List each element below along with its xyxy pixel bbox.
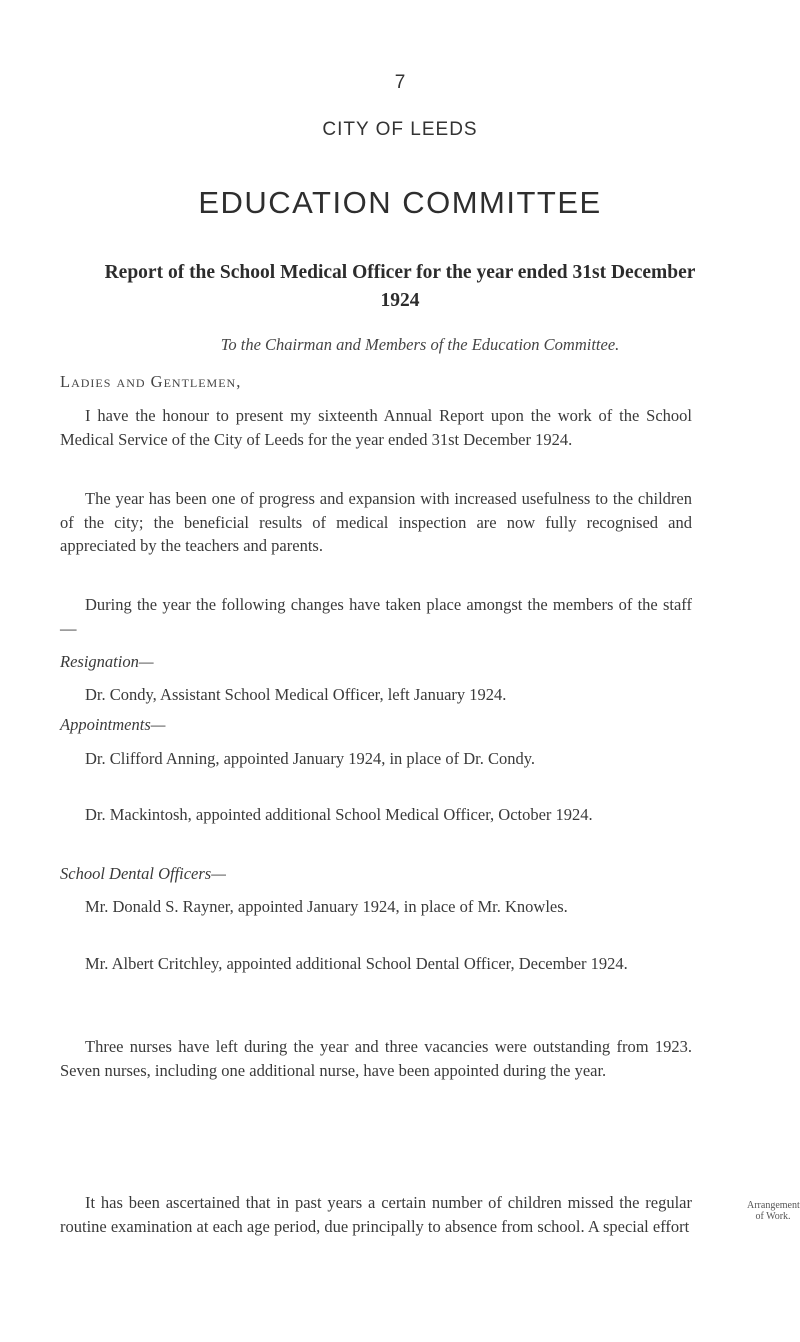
- dental-entry-critchley: Mr. Albert Critchley, appointed additional School Dental Officer, December 1924.: [85, 954, 628, 973]
- salutation: Ladies and Gentlemen,: [60, 372, 242, 391]
- progress-paragraph: The year has been one of progress and expansion with increased usefulness to the children of the city; the beneficial results of medical inspection are now fully recognised and appreciated by the teachers and parents.: [60, 489, 692, 555]
- examination-paragraph: It has been ascertained that in past years a certain number of children missed the regular routine examination at each age period, due principally to absence from school. A special effort: [60, 1193, 692, 1236]
- appointment-entry-mackintosh: Dr. Mackintosh, appointed additional School Medical Officer, October 1924.: [85, 805, 593, 824]
- report-title: Report of the School Medical Officer for the year ended 31st December 1924: [104, 262, 696, 311]
- dental-entry-rayner: Mr. Donald S. Rayner, appointed January 1924, in place of Mr. Knowles.: [85, 897, 568, 916]
- resignation-heading: Resignation—: [60, 652, 154, 671]
- page-number: 7: [394, 72, 406, 93]
- appointments-heading: Appointments—: [60, 715, 166, 734]
- margin-note: Arrangement of Work.: [747, 1200, 800, 1222]
- resignation-entry: Dr. Condy, Assistant School Medical Officer, left January 1924.: [85, 685, 507, 704]
- nurses-paragraph: Three nurses have left during the year and three vacancies were outstanding from 1923. Seven nurses, including one additional nurse, have been appointed during the year.: [60, 1037, 692, 1080]
- staff-changes-paragraph: During the year the following changes have taken place amongst the members of the staff—: [60, 595, 692, 638]
- dental-officers-heading: School Dental Officers—: [60, 864, 226, 883]
- appointment-entry-anning: Dr. Clifford Anning, appointed January 1924, in place of Dr. Condy.: [85, 749, 536, 768]
- address-line: To the Chairman and Members of the Education Committee.: [220, 335, 620, 354]
- city-heading: CITY OF LEEDS: [322, 119, 478, 140]
- intro-paragraph: I have the honour to present my sixteenth Annual Report upon the work of the School Medical Service of the City of Leeds for the year ended 31st December 1924.: [60, 406, 692, 449]
- committee-heading: EDUCATION COMMITTEE: [198, 185, 602, 220]
